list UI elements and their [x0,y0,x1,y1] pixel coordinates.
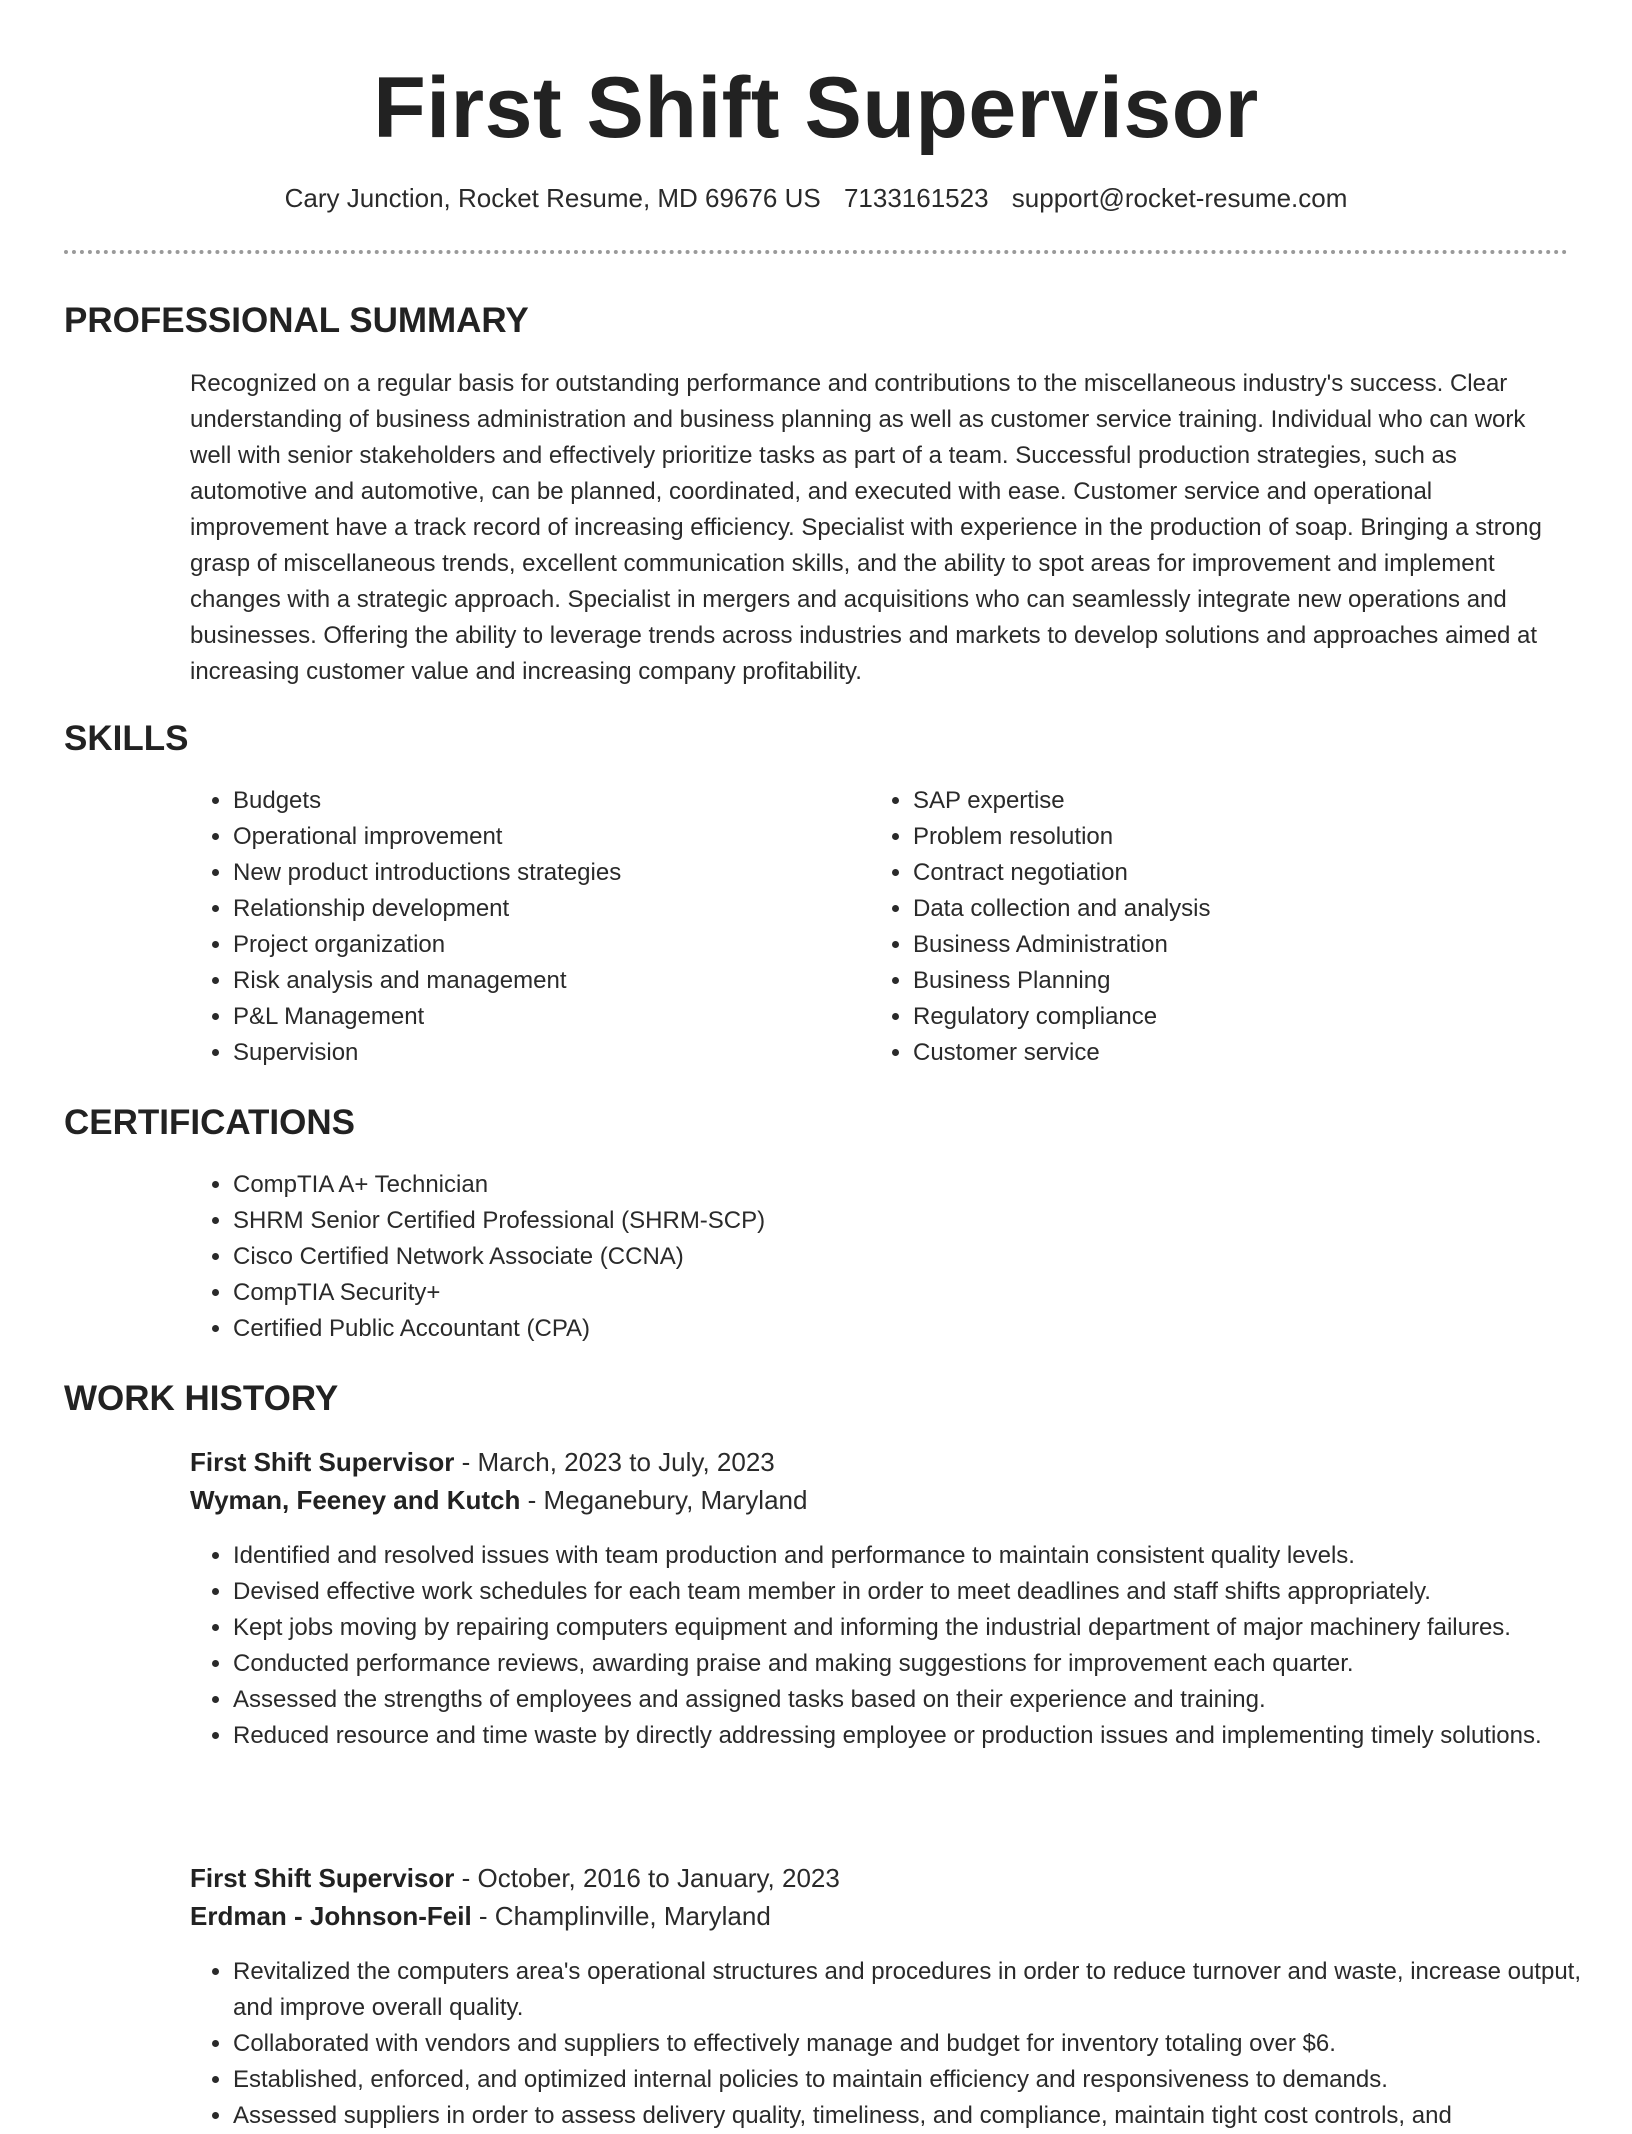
skill-item: • Business Planning [913,963,1533,999]
contact-line [0,180,1632,216]
job-bullet: • Established, enforced, and optimized internal policies to maintain efficiency and responsiveness to demands. [233,2062,1593,2098]
job-title-line [190,1443,1570,1481]
job-bullet: • Kept jobs moving by repairing computers equipment and informing the industrial department of major machinery failures. [233,1610,1593,1646]
job-bullet: • Assessed suppliers in order to assess delivery quality, timeliness, and compliance, maintain tight cost controls, and [233,2098,1593,2134]
job-dates: - October, 2016 to January, 2023 [454,1863,840,1893]
summary-text: Recognized on a regular basis for outstanding performance and contributions to the miscellaneous industry's success. Clear understanding of business administration and business planning as well as customer service training. Individual who can work well with senior stakeholders and effectively prioritize tasks as part of a team. Successful production strategies, such as automotive and automotive, can be planned, coordinated, and executed with ease. Customer service and operational improvement have a track record of increasing efficiency. Specialist with experience in the production of soap. Bringing a strong grasp of miscellaneous trends, excellent communication skills, and the ability to spot areas for improvement and implement changes with a strategic approach. Specialist in mergers and acquisitions who can seamlessly integrate new operations and businesses. Offering the ability to leverage trends across industries and markets to develop solutions and approaches aimed at increasing customer value and increasing company profitability. [190,370,1542,685]
job-bullets [189,1954,1593,2134]
job-title-line [190,1859,1570,1897]
job-location: - Champlinville, Maryland [471,1901,771,1931]
skill-item: • Data collection and analysis [913,891,1533,927]
job-title: First Shift Supervisor [190,1447,455,1477]
skills-heading: SKILLS [64,719,189,758]
header-divider [64,250,1568,254]
job-company-line [190,1481,1570,1519]
job-company: Erdman - Johnson-Feil [190,1901,472,1931]
skill-item: • Project organization [233,927,853,963]
resume-name: First Shift Supervisor [373,60,1259,156]
job-location: - Meganebury, Maryland [520,1485,808,1515]
job-company: Wyman, Feeney and Kutch [190,1485,521,1515]
summary-heading: PROFESSIONAL SUMMARY [64,301,529,340]
skill-item: • Business Administration [913,927,1533,963]
certification-item: • Certified Public Accountant (CPA) [233,1311,1593,1347]
job-bullet: • Reduced resource and time waste by directly addressing employee or production issues and implementing timely solutions. [233,1718,1593,1754]
job-bullet: • Collaborated with vendors and suppliers to effectively manage and budget for inventory totaling over $6. [233,2026,1593,2062]
job-bullet: • Revitalized the computers area's operational structures and procedures in order to reduce turnover and waste, increase output, and improve overall quality. [233,1954,1593,2026]
certifications-list [189,1167,1593,1347]
certification-item: • Cisco Certified Network Associate (CCNA) [233,1239,1593,1275]
certification-item: • CompTIA Security+ [233,1275,1593,1311]
job-bullet: • Conducted performance reviews, awarding praise and making suggestions for improvement each quarter. [233,1646,1593,1682]
skill-item: • SAP expertise [913,783,1533,819]
job-title: First Shift Supervisor [190,1863,455,1893]
job-company-line [190,1897,1570,1935]
skill-item: • New product introductions strategies [233,855,853,891]
skill-item: • Relationship development [233,891,853,927]
job-bullets [189,1538,1593,1754]
skills-list-left [189,783,853,1071]
skill-item: • P&L Management [233,999,853,1035]
job-bullet: • Devised effective work schedules for each team member in order to meet deadlines and staff shifts appropriately. [233,1574,1593,1610]
job-bullet: • Identified and resolved issues with team production and performance to maintain consistent quality levels. [233,1538,1593,1574]
contact-address: Cary Junction, Rocket Resume, MD 69676 US [284,183,821,213]
skill-item: • Problem resolution [913,819,1533,855]
skill-item: • Regulatory compliance [913,999,1533,1035]
contact-email: support@rocket-resume.com [1011,183,1348,213]
job-dates: - March, 2023 to July, 2023 [454,1447,775,1477]
contact-phone: 7133161523 [843,183,989,213]
certification-item: • SHRM Senior Certified Professional (SHRM-SCP) [233,1203,1593,1239]
skill-item: • Risk analysis and management [233,963,853,999]
skill-item: • Customer service [913,1035,1533,1071]
certifications-heading: CERTIFICATIONS [64,1103,356,1142]
skills-list-right [869,783,1533,1071]
skill-item: • Supervision [233,1035,853,1071]
skill-item: • Contract negotiation [913,855,1533,891]
skill-item: • Budgets [233,783,853,819]
job-bullet: • Assessed the strengths of employees and assigned tasks based on their experience and training. [233,1682,1593,1718]
skill-item: • Operational improvement [233,819,853,855]
certification-item: • CompTIA A+ Technician [233,1167,1593,1203]
work-history-heading: WORK HISTORY [64,1379,339,1418]
